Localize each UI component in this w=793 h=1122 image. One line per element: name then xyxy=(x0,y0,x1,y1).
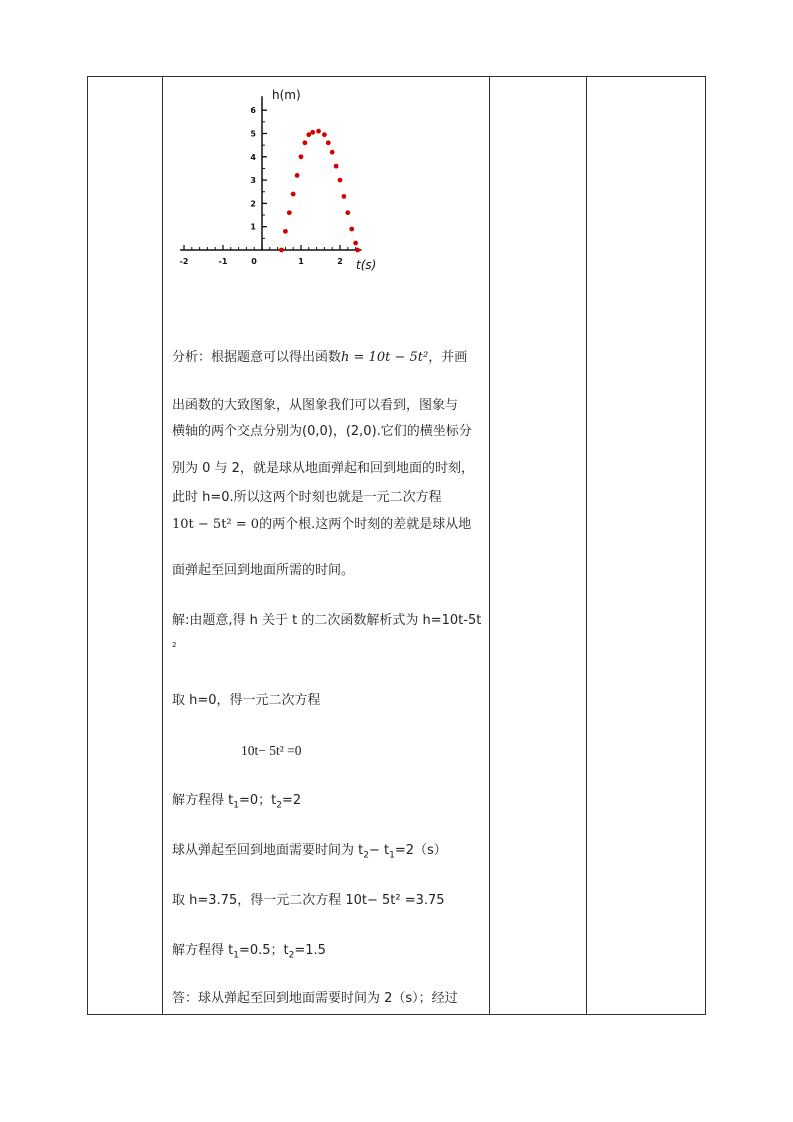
data-point xyxy=(295,173,300,178)
equation-line: 10t− 5t² =0 xyxy=(241,743,302,758)
answer-line-1: 答：球从弹起至回到地面需要时间为 2（s）；经过 xyxy=(172,991,458,1006)
solution-line-2: 取 h=0，得一元二次方程 xyxy=(172,693,321,708)
analysis-line-7: 面弹起至回到地面所需的时间。 xyxy=(172,563,355,578)
function-graph xyxy=(164,77,489,277)
x-axis-label: t(s) xyxy=(356,258,377,272)
y-tick-label: 1 xyxy=(250,222,256,232)
data-point xyxy=(330,150,335,155)
x-tick-label: 0 xyxy=(251,257,257,266)
y-tick-label: 2 xyxy=(250,199,256,209)
data-point xyxy=(349,227,354,232)
y-ticks xyxy=(250,106,267,238)
y-tick-label: 4 xyxy=(250,152,256,162)
data-point xyxy=(303,140,308,145)
data-point xyxy=(334,164,339,169)
y-tick-label: 3 xyxy=(250,176,256,186)
data-point xyxy=(291,192,296,197)
x-tick-label: 2 xyxy=(337,257,343,266)
data-point xyxy=(316,129,321,134)
solution-line-6: 取 h=3.75，得一元二次方程 10t− 5t² =3.75 xyxy=(172,893,445,908)
analysis-line-1: 分析：根据题意可以得出函数h = 10t − 5t²，并画 xyxy=(172,350,468,365)
solution-line-4: 解方程得 $t_1=0$；$t_2=2$ xyxy=(172,793,302,811)
analysis-line-3: 横轴的两个交点分别为(0,0)，(2,0).它们的横坐标分 xyxy=(172,424,472,439)
content-cell xyxy=(164,77,489,1014)
analysis-line-2: 出函数的大致图象，从图象我们可以看到，图象与 xyxy=(172,398,459,413)
data-point xyxy=(283,229,288,234)
x-tick-label: 1 xyxy=(298,257,304,266)
analysis-line-5: 此时 h=0.所以这两个时刻也就是一元二次方程 xyxy=(172,490,442,505)
solution-exponent: 2 xyxy=(172,641,177,649)
data-point xyxy=(299,154,304,159)
column-divider-3 xyxy=(586,77,587,1014)
data-point xyxy=(345,210,350,215)
data-point xyxy=(322,132,327,137)
data-point xyxy=(342,194,347,199)
data-point xyxy=(353,241,358,246)
solution-line-7: 解方程得 $t_1=0.5$；$t_2=1.5$ xyxy=(172,943,326,961)
x-ticks xyxy=(180,245,356,266)
solution-line-1: 解:由题意,得 h 关于 t 的二次函数解析式为 h=10t-5t xyxy=(172,613,482,628)
data-point xyxy=(287,210,292,215)
data-point xyxy=(338,178,343,183)
data-point xyxy=(279,248,284,253)
data-point xyxy=(326,140,331,145)
analysis-line-6: 10t − 5t² = 0的两个根.这两个时刻的差就是球从地 xyxy=(172,517,472,532)
y-tick-label: 6 xyxy=(250,106,256,116)
y-tick-label: 5 xyxy=(250,129,256,139)
analysis-line-4: 别为 0 与 2，就是球从地面弹起和回到地面的时刻， xyxy=(172,461,474,476)
x-tick-label: -2 xyxy=(179,257,189,266)
column-divider-1 xyxy=(162,77,163,1014)
data-point xyxy=(355,248,360,253)
solution-line-5: 球从弹起至回到地面需要时间为 $t_2- t_1=2(s)$ xyxy=(172,843,447,861)
y-axis-label: h(m) xyxy=(272,88,301,102)
column-divider-2 xyxy=(489,77,490,1014)
axes xyxy=(180,96,361,250)
table-frame xyxy=(87,76,706,1015)
data-points xyxy=(279,129,360,253)
x-tick-label: -1 xyxy=(218,257,228,266)
data-point xyxy=(310,130,315,135)
